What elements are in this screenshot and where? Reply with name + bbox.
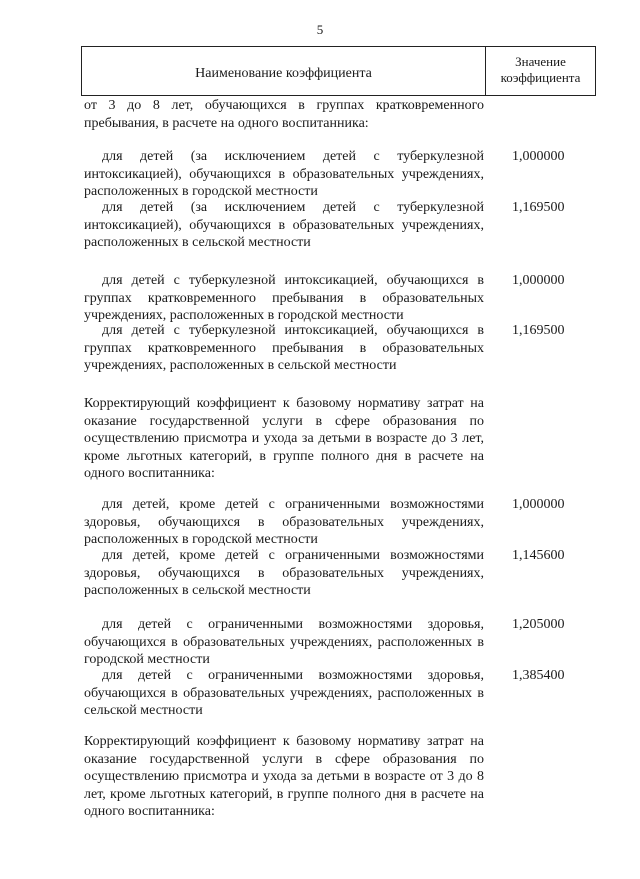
table-row xyxy=(84,272,599,325)
table-row xyxy=(84,733,599,821)
coefficient-name: для детей (за исключением детей с туберкулезной интоксикацией), обучающихся в образовательных учреждениях, расположенных в городской местности xyxy=(84,149,484,199)
column-header-name: Наименование коэффициента xyxy=(82,47,486,95)
coefficient-name: для детей с туберкулезной интоксикацией, обучающихся в группах кратковременного пребывания в образовательных учреждениях, расположенных в сельской местности xyxy=(84,323,484,373)
coefficient-name: для детей с ограниченными возможностями здоровья, обучающихся в образовательных учреждениях, расположенных в сельской местности xyxy=(84,668,484,718)
coefficient-name: для детей с туберкулезной интоксикацией, обучающихся в группах кратковременного пребывания в образовательных учреждениях, расположенных в городской местности xyxy=(84,273,484,323)
coefficient-value: 1,169500 xyxy=(512,323,565,338)
coefficient-name: Корректирующий коэффициент к базовому нормативу затрат на оказание государственной услуги в сфере образования по осуществлению присмотра и ухода за детьми в возрасте до 3 лет, кроме льготных категорий, в группе полного дня в расчете на одного воспитанника: xyxy=(84,396,484,481)
coefficient-name: от 3 до 8 лет, обучающихся в группах кратковременного пребывания, в расчете на одного воспитанника: xyxy=(84,98,484,131)
coefficient-value: 1,145600 xyxy=(512,548,565,563)
coefficient-value: 1,000000 xyxy=(512,273,565,288)
coefficient-name: для детей, кроме детей с ограниченными возможностями здоровья, обучающихся в образовательных учреждениях, расположенных в сельской местности xyxy=(84,548,484,598)
table-row xyxy=(84,148,599,201)
table-row xyxy=(84,199,599,252)
coefficient-name: для детей, кроме детей с ограниченными возможностями здоровья, обучающихся в образовательных учреждениях, расположенных в городской местности xyxy=(84,497,484,547)
table-row xyxy=(84,322,599,375)
table-row xyxy=(84,395,599,483)
table-header xyxy=(81,46,596,96)
coefficient-value: 1,385400 xyxy=(512,668,565,683)
table-row xyxy=(84,547,599,600)
table-row xyxy=(84,616,599,669)
column-header-value: Значение коэффициента xyxy=(500,54,581,85)
coefficient-value: 1,000000 xyxy=(512,497,565,512)
table-row xyxy=(84,667,599,720)
coefficient-value: 1,000000 xyxy=(512,149,565,164)
page-number: 5 xyxy=(316,22,324,37)
table-row xyxy=(84,97,599,132)
table-row xyxy=(84,496,599,549)
coefficient-name: для детей (за исключением детей с туберкулезной интоксикацией), обучающихся в образовательных учреждениях, расположенных в сельской местности xyxy=(84,200,484,250)
coefficient-name: для детей с ограниченными возможностями здоровья, обучающихся в образовательных учреждениях, расположенных в городской местности xyxy=(84,617,484,667)
coefficient-value: 1,169500 xyxy=(512,200,565,215)
coefficient-name: Корректирующий коэффициент к базовому нормативу затрат на оказание государственной услуги в сфере образования по осуществлению присмотра и ухода за детьми в возрасте от 3 до 8 лет, кроме льготных категорий, в группе полного дня в расчете на одного воспитанника: xyxy=(84,734,484,819)
coefficient-value: 1,205000 xyxy=(512,617,565,632)
